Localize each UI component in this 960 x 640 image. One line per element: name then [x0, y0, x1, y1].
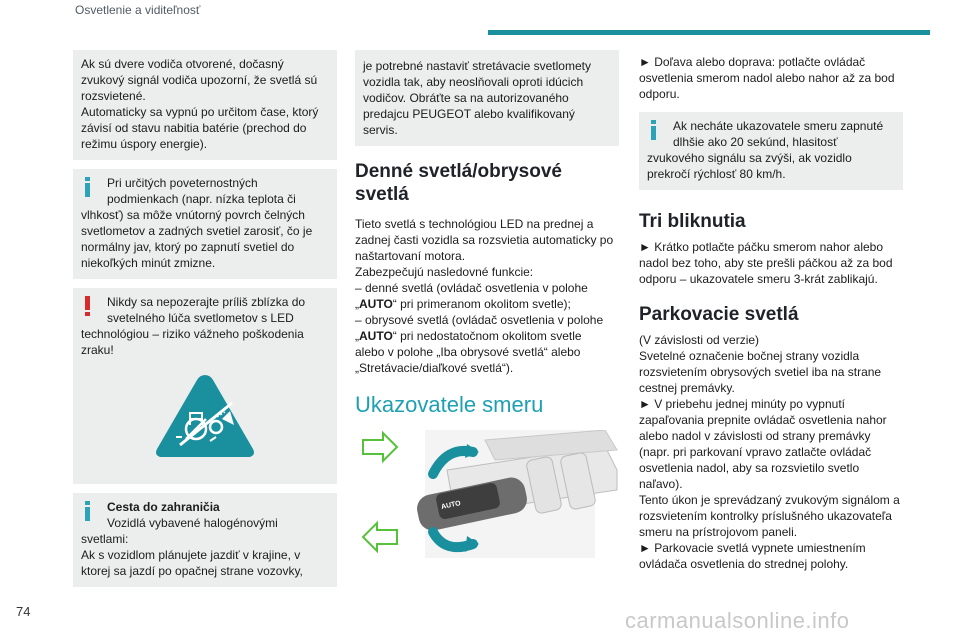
text-line: servis. — [363, 123, 398, 137]
text-line: rozsvietené. — [81, 89, 146, 103]
indicator-stalk-illustration — [355, 430, 619, 558]
text-line: osvetlenia nadol, aby sa rozsvietilo svetlo — [639, 461, 860, 475]
info-icon — [647, 120, 661, 140]
text-line: nadol bez toho, aby ste prešli páčkou až za bod — [639, 256, 893, 270]
text-line: ► Doľava alebo doprava: potlačte ovládač — [639, 55, 866, 69]
note-box-lights-on — [73, 50, 337, 160]
text-line: ► Parkovacie svetlá vypnete umiestnením — [639, 541, 866, 555]
text-line: režimu úspory energie). — [81, 137, 208, 151]
text-line: (napr. pri parkovaní vpravo zatlačte ovládač — [639, 445, 872, 459]
info-box-indicator-sound — [639, 112, 903, 190]
arrow-right-icon — [363, 433, 397, 461]
info-icon — [81, 501, 95, 521]
page-number: 74 — [16, 604, 31, 619]
indicator-stalk-drawing — [355, 430, 619, 558]
note-box-adjust-headlamps — [355, 50, 619, 146]
text-line: „Stretávacie/diaľkové svetlá“). — [355, 361, 514, 375]
text-line: zvukového signálu sa zvýši, ak vozidlo — [647, 151, 852, 165]
text-line: osvetlenia smerom nadol alebo nahor až za bod — [639, 71, 895, 85]
drl-text — [355, 216, 619, 376]
three-flashes-text — [639, 239, 903, 287]
heading-direction-indicators: Ukazovatele smeru — [355, 392, 544, 417]
text-line: zadnej časti vozidla sa rozsvietia automaticky po — [355, 233, 614, 247]
text-line: je potrebné nastaviť stretávacie svetlomety — [363, 59, 591, 73]
text-line: cestnej premávky. — [639, 381, 735, 395]
text-line: Pri určitých poveternostných — [107, 176, 258, 190]
text-line: ► V priebehu jednej minúty po vypnutí — [639, 397, 845, 411]
text-line: rozsvietením kontrolky príslušného ukazovateľa — [639, 509, 892, 523]
text-line: Zabezpečujú nasledovné funkcie: — [355, 265, 534, 279]
column-left — [73, 50, 337, 596]
info-icon — [81, 177, 95, 197]
text-line: vozidla tak, aby neoslňovali oproti idúcich — [363, 75, 584, 89]
heading-three-flashes: Tri bliknutia — [639, 211, 746, 232]
text-line: alebo v polohe „Iba obrysové svetlá“ alebo — [355, 345, 581, 359]
info-box-abroad — [73, 493, 337, 587]
text-line: prekročí rýchlosť 80 km/h. — [647, 167, 786, 181]
do-not-look-icon — [150, 367, 260, 467]
note-text — [363, 58, 611, 138]
text-line: „AUTO“ pri nedostatočnom okolitom svetle — [355, 329, 582, 343]
warning-box-led — [73, 288, 337, 484]
text-line: Nikdy sa nepozerajte príliš zblízka do — [107, 295, 306, 309]
text-line: dlhšie ako 20 sekúnd, hlasitosť — [673, 135, 838, 149]
abroad-text — [81, 515, 329, 579]
text-line: rozsvietením obrysových svetiel iba na strane — [639, 365, 882, 379]
text-line: ovládača osvetlenia do strednej polohy. — [639, 557, 849, 571]
parking-lights-text — [639, 332, 903, 572]
warning-text — [81, 294, 329, 358]
text-line: Tento úkon je sprevádzaný zvukovým signálom a — [639, 493, 900, 507]
section-title: Osvetlenie a viditeľnosť — [75, 3, 201, 17]
heading-daytime-lights: Denné svetlá/obrysové svetlá — [355, 161, 562, 205]
text-line: zvukový signál vodiča upozorní, že svetlá sú — [81, 73, 318, 87]
text-line: Ak necháte ukazovatele smeru zapnuté — [673, 119, 884, 133]
text-line: svetelného lúča svetlometov s LED — [107, 311, 294, 325]
abroad-title: Cesta do zahraničia — [107, 500, 220, 514]
text-line: predajcu PEUGEOT alebo kvalifikovaný — [363, 107, 575, 121]
text-line: niekoľkých minút zmizne. — [81, 256, 216, 270]
warning-icon — [81, 296, 95, 316]
text-line: (V závislosti od verzie) — [639, 333, 760, 347]
text-line: Ak s vozidlom plánujete jazdiť v krajine, v — [81, 548, 301, 562]
text-line: podmienkach (napr. nízka teplota či — [107, 192, 296, 206]
section-accent-bar — [488, 30, 930, 35]
text-line: Vozidlá vybavené halogénovými — [107, 516, 278, 530]
text-line: odporu. — [639, 87, 680, 101]
text-line: naštartovaní motora. — [355, 249, 466, 263]
watermark: carmanualsonline.info — [625, 608, 850, 633]
svg-text:AUTO: AUTO — [440, 500, 462, 511]
arrow-left-icon — [363, 523, 397, 551]
text-line: vodičov. Obráťte sa na autorizovaného — [363, 91, 569, 105]
text-line: Ak sú dvere vodiča otvorené, dočasný — [81, 57, 284, 71]
text-line: svetlami: — [81, 532, 129, 546]
text-line: vlhkosť) sa môže vnútorný povrch čelných — [81, 208, 305, 222]
text-line: zapaľovania prepnite ovládač osvetlenia nahor — [639, 413, 887, 427]
note-text — [81, 56, 329, 152]
text-line: Tieto svetlá s technológiou LED na prednej a — [355, 217, 594, 231]
text-line: alebo nadol v závislosti od strany premávky — [639, 429, 871, 443]
text-line: zraku! — [81, 343, 114, 357]
text-line: Automaticky sa vypnú po určitom čase, ktorý — [81, 105, 319, 119]
led-danger-pictogram — [81, 358, 329, 476]
column-middle — [355, 50, 619, 558]
text-line: ktorej sa jazdí po opačnej strane vozovky, — [81, 564, 303, 578]
text-line: technológiou – riziko vážneho poškodenia — [81, 327, 304, 341]
text-line: naľavo). — [639, 477, 683, 491]
text-line: – obrysové svetlá (ovládač osvetlenia v polohe — [355, 313, 604, 327]
text-line: ► Krátko potlačte páčku smerom nahor alebo — [639, 240, 884, 254]
text-line: – denné svetlá (ovládač osvetlenia v polohe — [355, 281, 588, 295]
text-line: závisí od stavu nabitia batérie (prechod do — [81, 121, 307, 135]
info-text — [647, 118, 895, 182]
info-text — [81, 175, 329, 271]
info-box-condensation — [73, 169, 337, 279]
text-line: smeru na prístrojovom paneli. — [639, 525, 798, 539]
indicator-intro-text — [639, 54, 903, 102]
text-line: odporu – ukazovatele smeru 3-krát zablikajú. — [639, 272, 878, 286]
heading-parking-lights: Parkovacie svetlá — [639, 304, 799, 325]
text-line: „AUTO“ pri primeranom okolitom svetle); — [355, 297, 571, 311]
column-right — [639, 50, 903, 572]
text-line: Svetelné označenie bočnej strany vozidla — [639, 349, 860, 363]
text-line: normálny jav, ktorý po zapnutí svetiel do — [81, 240, 295, 254]
text-line: svetlometov a zadných svetiel zarosiť, čo je — [81, 224, 313, 238]
